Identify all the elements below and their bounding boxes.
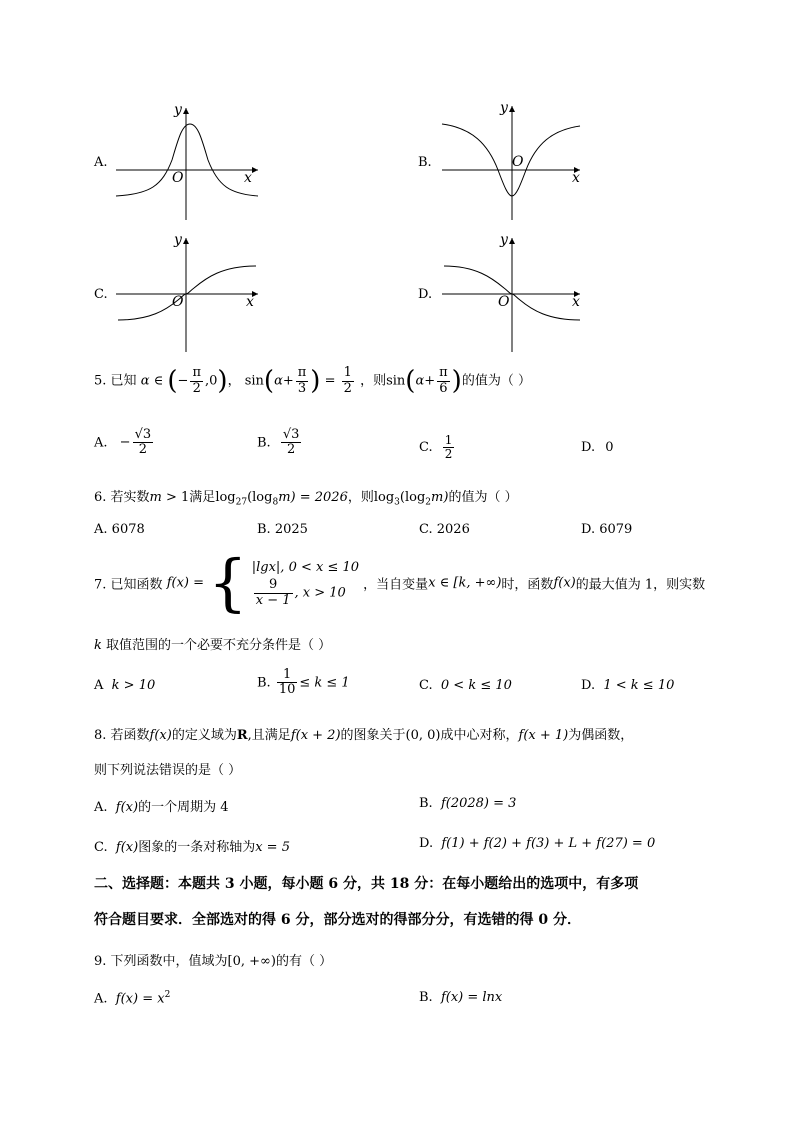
section-2-line2: 符合题目要求．全部选对的得 6 分，部分选对的得部分分，有选错的得 0 分． [94,912,581,928]
q9-option-a[interactable]: A. $f(x) = x^2$ [94,990,171,1007]
q5-alpha: α [140,373,150,389]
graph-a-label: A. [94,155,108,170]
question-5: 5. 已知 α ∈ (− $\frac{\pi}{2}$ ,0)， sin(α+ $\frac{\pi}{3}$ ) = $\frac{1}{2}$ ，则sin(α+ $\frac{\pi}{6}$ )的值为（ ） [94,365,531,396]
question-9: 9. 下列函数中，值域为[0, +∞)的有（ ） [94,954,333,969]
q6-option-c[interactable]: C. 2026 [419,522,470,537]
graph-d-origin: O [498,294,510,310]
question-8: 8. 若函数f(x)的定义域为R,且满足f(x + 2)的图象关于(0, 0)成中心对称，f(x + 1)为偶函数， [94,728,634,743]
q5-mid: ，则 [360,373,387,389]
graph-b-origin: O [512,154,524,170]
question-6: 6. 若实数m > 1满足$\log_{27}(\log_8m) = 2026$，则$\log_3(\log_2m)$的值为（ ） [94,490,518,508]
q6-option-b[interactable]: B. 2025 [257,522,308,537]
graph-c-y: y [174,232,182,248]
graph-d-x: x [572,294,580,310]
q5-in: ∈ [153,373,164,389]
q5-frac-half: $\frac{1}{2}$ [343,365,352,396]
q5-number: 5. [94,373,107,389]
q7-option-a[interactable]: A k > 10 [94,678,156,693]
graph-a-origin: O [172,170,184,186]
q5-zero: ,0 [205,373,218,389]
graph-c [110,232,270,357]
q7-option-c[interactable]: C. 0 < k ≤ 10 [419,678,512,693]
graph-d [436,232,586,357]
q6-option-d[interactable]: D. 6079 [581,522,633,537]
graph-a [110,100,270,225]
graph-c-origin: O [172,294,184,310]
graph-b-x: x [572,170,580,186]
q5-frac-pi3: $\frac{\pi}{3}$ [297,365,307,396]
q7-option-b[interactable]: B. $\frac{1}{10}$ ≤ k ≤ 1 [257,667,350,698]
graph-d-y: y [500,232,508,248]
q5-frac-pi2: $\frac{\pi}{2}$ [192,365,201,396]
graph-d-label: D. [418,287,433,302]
q5-option-d[interactable]: D. 0 [581,440,614,455]
section-2-line1: 二、选择题：本题共 3 小题，每小题 6 分，共 18 分：在每小题给出的选项中，有多项 [94,876,639,892]
q8-option-d[interactable]: D. f(1) + f(2) + f(3) + L + f(27) = 0 [419,836,656,851]
graph-a-y: y [174,102,182,118]
q5-option-b[interactable]: B. $\frac{√3}{2}$ [257,427,300,458]
q5-option-a[interactable]: A. − $\frac{√3}{2}$ [94,427,152,458]
q5-frac-pi6: $\frac{\pi}{6}$ [439,365,448,396]
q5-option-c[interactable]: C. $\frac{1}{2}$ [419,433,453,462]
q5-pre: 已知 [110,373,137,389]
q7-line2: k 取值范围的一个必要不充分条件是（ ） [94,638,332,653]
q8-option-b[interactable]: B. f(2028) = 3 [419,796,517,811]
q9-option-b[interactable]: B. f(x) = lnx [419,990,503,1005]
q7-piecewise: |lgx|, 0 < x ≤ 10 $\frac{9}{x - 1}$ , x > 10 [251,560,360,608]
graph-c-label: C. [94,287,108,302]
graph-c-x: x [246,294,254,310]
q8-option-c[interactable]: C. f(x)图象的一条对称轴为x = 5 [94,840,290,855]
q5-tail: 的值为（ ） [461,373,531,389]
graph-b-y: y [500,100,508,116]
q8-option-a[interactable]: A. f(x)的一个周期为 4 [94,800,229,815]
graph-b-label: B. [418,155,432,170]
q5-sin: sin [244,373,264,389]
q8-line2: 则下列说法错误的是（ ） [94,763,242,778]
q7-option-d[interactable]: D. 1 < k ≤ 10 [581,678,675,693]
question-7: 7. 已知函数 f(x) = { |lgx|, 0 < x ≤ 10 $\frac{9}{x - 1}$ , x > 10 ，当自变量x ∈ [k, +∞)时，函数f(x)的最大值为 1，则实数 [94,546,706,619]
graph-b [436,100,586,225]
graph-a-x: x [244,170,252,186]
q6-option-a[interactable]: A. 6078 [94,522,145,537]
q5-minus: − [177,373,189,389]
